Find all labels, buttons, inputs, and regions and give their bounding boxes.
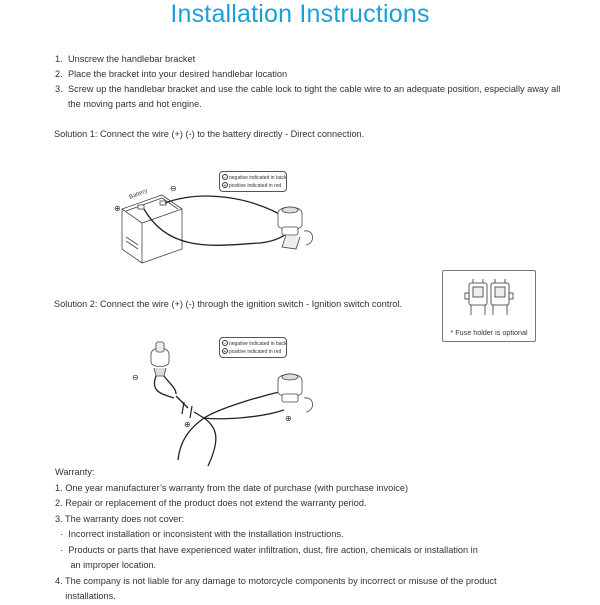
warranty-line: installations. — [55, 591, 116, 601]
fuse-note: * Fuse holder is optional — [450, 328, 528, 337]
plus-icon: + — [223, 183, 227, 189]
minus-symbol: ⊖ — [170, 184, 177, 193]
warranty-heading: Warranty: — [55, 467, 95, 477]
step-3 — [55, 83, 595, 111]
step-number: 2. — [55, 69, 63, 79]
step-text: Screw up the handlebar bracket and use the cable lock to tight the cable wire to an adequate position, especially away all — [68, 84, 561, 94]
step-number: 3. — [55, 84, 63, 94]
fuse-gap-icon — [182, 402, 192, 418]
minus-symbol: ⊖ — [132, 373, 139, 382]
warranty-section — [55, 465, 497, 605]
warranty-line: 4. The company is not liable for any damage to motorcycle components by incorrect or misuse of the product — [55, 575, 497, 586]
step-text-continued: the moving parts and hot engine. — [68, 99, 202, 109]
step-2 — [55, 68, 575, 80]
warranty-line: 2. Repair or replacement of the product does not extend the warranty period. — [55, 498, 367, 508]
legend-box — [219, 171, 287, 192]
step-1 — [55, 53, 575, 65]
legend-positive: + positive indicated in red — [223, 183, 282, 189]
fuse-holder-box — [442, 270, 536, 342]
solution-2-text: Solution 2: Connect the wire (+) (-) through the ignition switch - Ignition switch control. — [54, 299, 403, 309]
warranty-line: 1. One year manufacturer’s warranty from the date of purchase (with purchase invoice) — [55, 482, 409, 493]
socket-icon — [278, 374, 313, 412]
plus-symbol: ⊕ — [114, 204, 121, 213]
plus-symbol: ⊕ — [285, 414, 292, 423]
step-text: Unscrew the handlebar bracket — [68, 54, 196, 64]
wire-icon — [154, 376, 288, 466]
socket-icon — [278, 207, 313, 249]
minus-icon: − — [223, 341, 227, 347]
plus-symbol: ⊕ — [184, 420, 191, 429]
page-title: Installation Instructions — [170, 0, 430, 28]
plus-icon: + — [223, 349, 227, 355]
warranty-line: an improper location. — [55, 560, 157, 570]
legend-negative: − negative indicated in back — [223, 175, 287, 181]
warranty-line: · Products or parts that have experienced water infiltration, dust, fire action, chemicals or installation in — [55, 544, 478, 555]
legend-box — [219, 337, 287, 358]
warranty-line: 3. The warranty does not cover: — [55, 513, 185, 524]
legend-positive: + positive indicated in red — [223, 349, 282, 355]
warranty-line: · Incorrect installation or inconsistent with the installation instructions. — [55, 529, 344, 539]
ignition-switch-icon — [151, 342, 169, 376]
battery-label: Battery — [128, 188, 149, 201]
fuse-holder-icon — [443, 271, 535, 327]
legend-negative: − negative indicated in back — [223, 341, 287, 347]
minus-icon: − — [223, 175, 227, 181]
step-number: 1. — [55, 54, 63, 64]
step-text: Place the bracket into your desired handlebar location — [68, 69, 288, 79]
solution-1-text: Solution 1: Connect the wire (+) (-) to the battery directly - Direct connection. — [54, 129, 365, 139]
battery-icon — [122, 195, 182, 263]
